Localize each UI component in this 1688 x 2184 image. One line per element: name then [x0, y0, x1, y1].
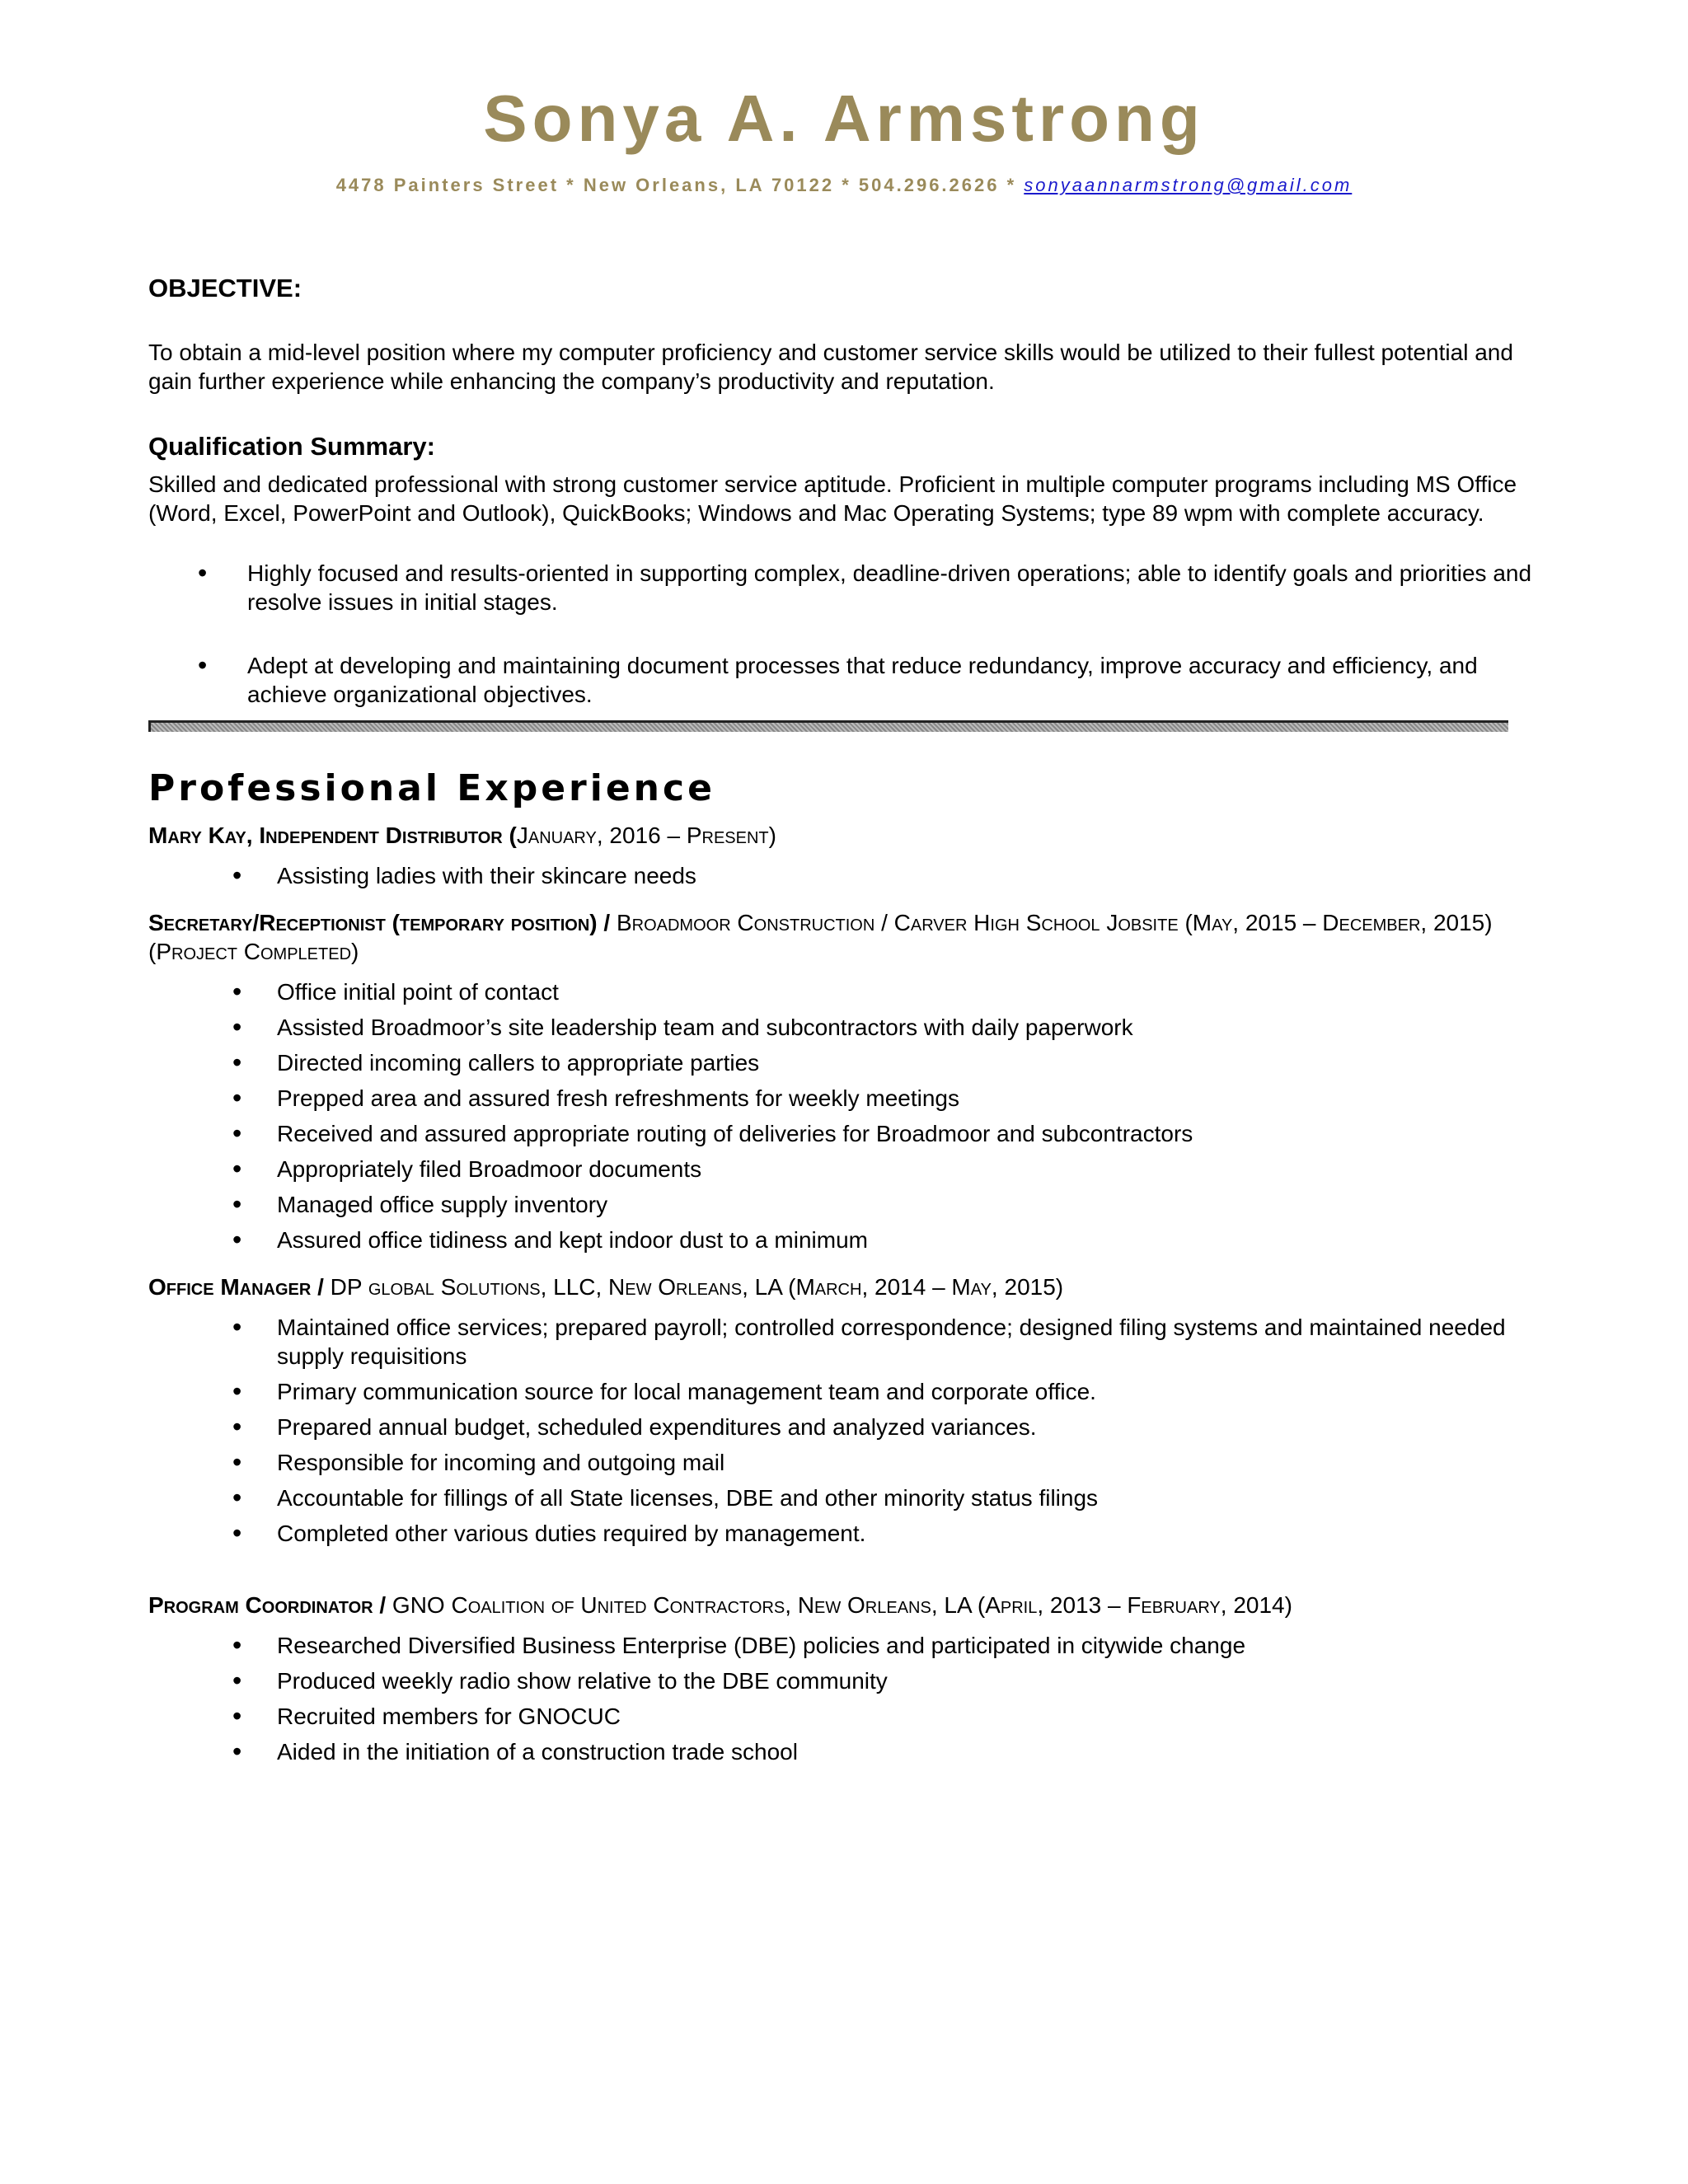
- list-item: • Directed incoming callers to appropriate parties: [148, 1048, 1540, 1077]
- list-item: • Recruited members for GNOCUC: [148, 1702, 1540, 1731]
- list-item: • Responsible for incoming and outgoing mail: [148, 1448, 1540, 1477]
- section-divider: [148, 720, 1508, 732]
- list-item: • Assisted Broadmoor’s site leadership team and subcontractors with daily paperwork: [148, 1013, 1540, 1042]
- contact-address: 4478 Painters Street * New Orleans, LA 70122 * 504.296.2626 *: [335, 175, 1025, 195]
- job-title: Program Coordinator /: [148, 1592, 387, 1618]
- job-title: Mary Kay, Independent Distributor (: [148, 823, 517, 848]
- list-item: • Researched Diversified Business Enterprise (DBE) policies and participated in citywide change: [148, 1631, 1540, 1660]
- list-item: • Completed other various duties required by management.: [148, 1519, 1540, 1548]
- qualification-heading: Qualification Summary:: [148, 432, 435, 461]
- list-item: • Primary communication source for local management team and corporate office.: [148, 1377, 1540, 1406]
- objective-heading: OBJECTIVE:: [148, 274, 302, 302]
- job-detail: GNO Coalition of United Contractors, New Orleans, LA (April, 2013 – February, 2014): [386, 1592, 1292, 1618]
- job-detail: January, 2016 – Present): [516, 823, 776, 848]
- job-duties: [148, 1631, 1540, 1766]
- experience-heading: Professional Experience: [148, 767, 715, 809]
- list-item: • Managed office supply inventory: [148, 1190, 1540, 1219]
- list-item: • Produced weekly radio show relative to the DBE community: [148, 1666, 1540, 1695]
- email-link[interactable]: sonyaannarmstrong@gmail.com: [1024, 175, 1353, 195]
- job-title: Secretary/Receptionist (temporary position) /: [148, 910, 611, 935]
- list-item: • Adept at developing and maintaining document processes that reduce redundancy, improve accuracy and efficiency, and achieve organizational objectives.: [148, 651, 1540, 709]
- job-header: [148, 1272, 1540, 1301]
- list-item: • Highly focused and results-oriented in supporting complex, deadline-driven operations; able to identify goals and priorities and resolve issues in initial stages.: [148, 559, 1540, 616]
- qualification-text: Skilled and dedicated professional with strong customer service aptitude. Proficient in multiple computer programs including MS Office (Word, Excel, PowerPoint and Outlook), QuickBooks; Windows and Mac Operating Systems; type 89 wpm with complete accuracy.: [148, 471, 1517, 526]
- list-item: • Appropriately filed Broadmoor documents: [148, 1155, 1540, 1183]
- list-item: • Assisting ladies with their skincare needs: [148, 861, 1540, 890]
- job-header: [148, 908, 1540, 966]
- list-item: • Office initial point of contact: [148, 977, 1540, 1006]
- job-title: Office Manager /: [148, 1274, 324, 1300]
- job-duties: [148, 977, 1540, 1254]
- candidate-name: Sonya A. Armstrong: [483, 82, 1205, 155]
- list-item: • Received and assured appropriate routing of deliveries for Broadmoor and subcontractors: [148, 1119, 1540, 1148]
- job-detail: Broadmoor Construction / Carver High School Jobsite (May, 2015 – December, 2015) (Project Completed): [148, 910, 1493, 964]
- job-header: [148, 821, 1540, 850]
- list-item: • Assured office tidiness and kept indoor dust to a minimum: [148, 1226, 1540, 1254]
- job-header: [148, 1591, 1540, 1619]
- list-item: • Prepped area and assured fresh refreshments for weekly meetings: [148, 1084, 1540, 1113]
- objective-text: To obtain a mid-level position where my computer proficiency and customer service skills would be utilized to their fullest potential and gain further experience while enhancing the company’s productivity and reputation.: [148, 340, 1513, 394]
- contact-line: [148, 173, 1540, 198]
- job-duties: [148, 1313, 1540, 1548]
- job-detail: DP global Solutions, LLC, New Orleans, LA (March, 2014 – May, 2015): [323, 1274, 1064, 1300]
- list-item: • Accountable for fillings of all State licenses, DBE and other minority status filings: [148, 1483, 1540, 1512]
- list-item: • Prepared annual budget, scheduled expenditures and analyzed variances.: [148, 1413, 1540, 1441]
- job-duties: [148, 861, 1540, 890]
- list-item: • Maintained office services; prepared payroll; controlled correspondence; designed filing systems and maintained needed supply requisitions: [148, 1313, 1540, 1371]
- list-item: • Aided in the initiation of a construction trade school: [148, 1737, 1540, 1766]
- qualification-bullets: [148, 559, 1540, 709]
